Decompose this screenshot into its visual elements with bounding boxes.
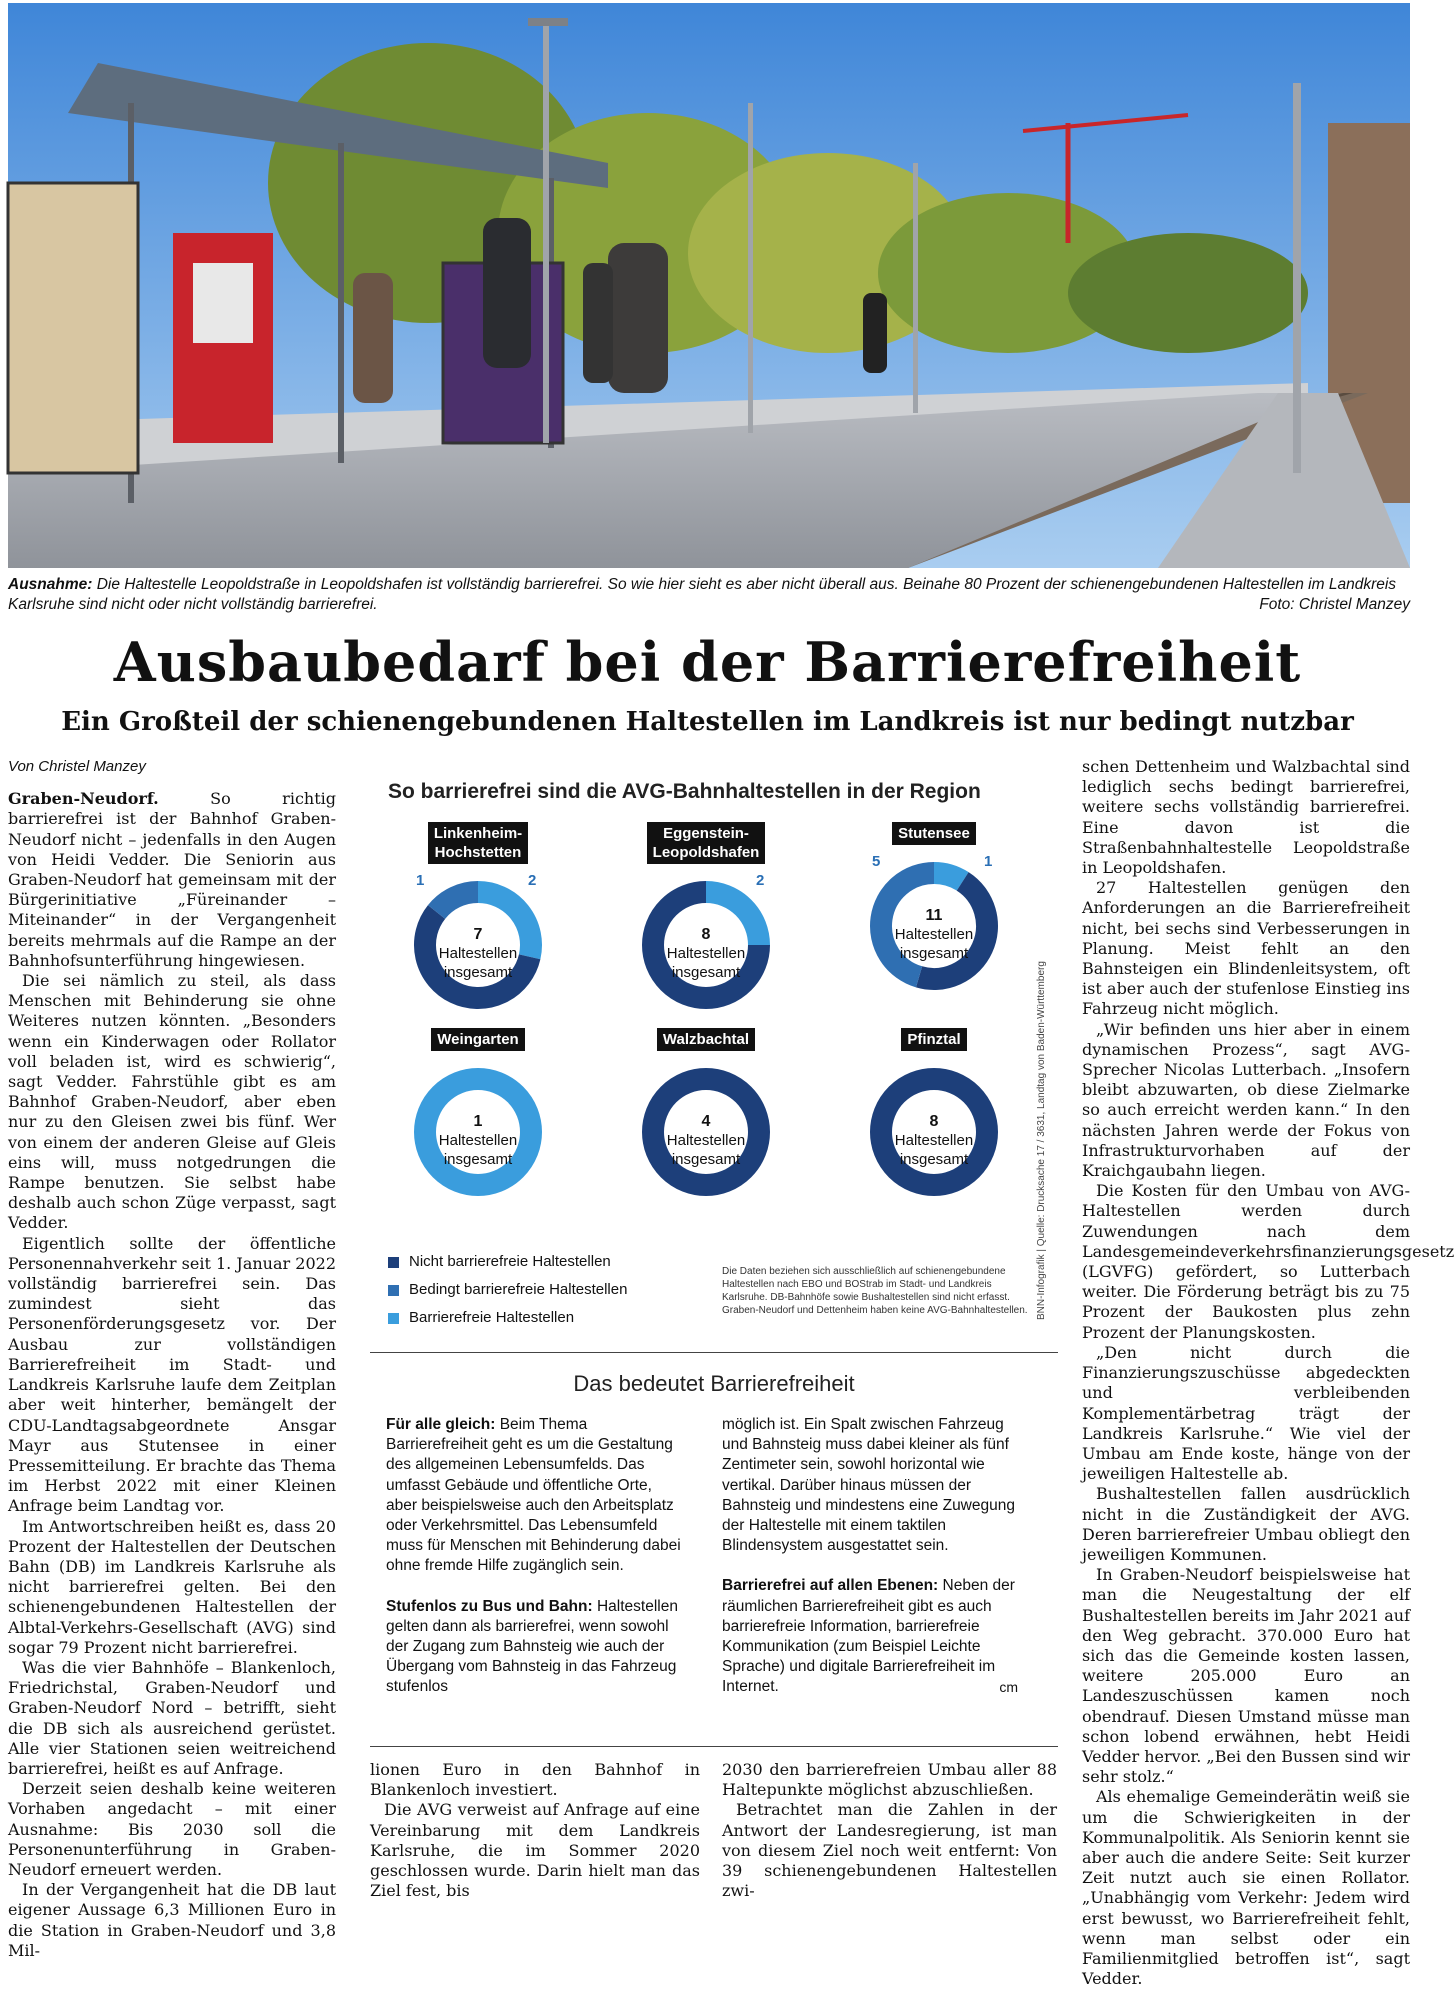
infographic-source bbox=[1036, 960, 1050, 1330]
count-full: 1 bbox=[984, 853, 993, 870]
paragraph: lionen Euro in den Bahnhof in Blankenloch investiert. bbox=[370, 1760, 700, 1800]
paragraph: Im Antwortschreiben heißt es, dass 20 Prozent der Haltestellen der Deutschen Bahn (DB) im Landkreis Karlsruhe als nicht barrierefrei gelten. Bei den schienengebundenen Haltestellen der Albtal-Verkehrs-Gesellschaft (AVG) sind sogar 79 Prozent nicht barrierefrei. bbox=[8, 1516, 336, 1657]
station-donut bbox=[834, 822, 1034, 1013]
legend-label: Bedingt barrierefreie Haltestellen bbox=[409, 1281, 628, 1298]
paragraph: Was die vier Bahnhöfe – Blankenloch, Friedrichstal, Graben-Neudorf und Graben-Neudorf Nord – betrifft, sieht die DB sich als ausreichend gerüstet. Alle vier Stationen seien weitreichend barrierefrei, heißt es auf Anfrage. bbox=[8, 1657, 336, 1778]
unit-label: Haltestellen bbox=[438, 1132, 518, 1149]
donut-chart bbox=[378, 1059, 578, 1219]
donut-chart bbox=[834, 1059, 1034, 1219]
legend-item bbox=[388, 1304, 627, 1332]
donut-center-label bbox=[834, 906, 1034, 963]
paragraph: Derzeit seien deshalb keine weiteren Vorhaben angedacht – mit einer Ausnahme: Bis 2030 soll die Personenunterführung in Graben-Neudorf erneuert werden. bbox=[8, 1779, 336, 1879]
station-donut bbox=[378, 1028, 578, 1219]
left-column bbox=[8, 757, 336, 1961]
unit-label: Haltestellen bbox=[894, 1132, 974, 1149]
unit-label: Haltestellen bbox=[438, 945, 518, 962]
bottom-column bbox=[722, 1760, 1057, 1901]
station-total: 4 bbox=[701, 1113, 711, 1130]
donut-center-label bbox=[378, 925, 578, 982]
paragraph: Die sei nämlich zu steil, als dass Menschen mit Behinderung sie ohne Weiteres nutzen könnten. „Besonders wenn ein Kinderwagen oder Rollator voll beladen ist, wird es schwierig“, sagt Vedder. Fahrstühle gibt es am Bahnhof Graben-Neudorf, aber eben nur zu den Gleisen zwei bis fünf. Wer von einem der anderen Gleise auf Gleis eins will, muss notgedrungen die Rampe benutzen. Sie selbst habe deshalb auch schon Züge verpasst, sagt Vedder. bbox=[8, 971, 336, 1233]
info-box-column bbox=[386, 1415, 686, 1718]
paragraph bbox=[8, 789, 336, 971]
station-platform-photo bbox=[8, 3, 1410, 568]
caption-text: Die Haltestelle Leopoldstraße in Leopoldshafen ist vollständig barrierefrei. So wie hier sieht es aber nicht überall aus. Beinahe 80 Prozent der schienengebundenen Haltestellen im Landkreis Karlsruhe sind nicht oder nicht vollständig barrierefrei. bbox=[8, 576, 1397, 613]
unit-label: Haltestellen bbox=[666, 945, 746, 962]
paragraph: schen Dettenheim und Walzbachtal sind lediglich sechs bedingt barrierefrei, weitere sechs vollständig barrierefrei. Eine davon ist die Straßenbahnhaltestelle Leopoldstraße in Leopoldshafen. bbox=[1082, 757, 1410, 878]
legend-label: Nicht barrierefreie Haltestellen bbox=[409, 1253, 611, 1270]
caption-lead: Ausnahme: bbox=[8, 576, 93, 593]
donut-chart bbox=[606, 872, 806, 1032]
legend-swatch bbox=[388, 1285, 399, 1296]
unit-label: insgesamt bbox=[443, 964, 513, 981]
info-box bbox=[370, 1352, 1058, 1747]
unit-label: insgesamt bbox=[443, 1151, 513, 1168]
paragraph: In Graben-Neudorf beispielsweise hat man die Neugestaltung der elf Bushaltestellen bereits im Jahr 2021 auf den Weg gebracht. 370.000 Euro hat sich das die Gemeinde kosten lassen, weitere 205.000 Euro an Landeszuschüssen kamen noch obendrauf. Diesen Umstand müsse man schon lobend erwähnen, hebt Heidi Vedder hervor. „Bei den Bussen sind wir sehr stolz.“ bbox=[1082, 1565, 1410, 1787]
paragraph: Die Kosten für den Umbau von AVG-Haltestellen werden durch Zuwendungen nach dem Landesgemeindeverkehrsfinanzierungsgesetz (LGVFG) gefördert, so Lutterbach weiter. Die Förderung beträgt bis zu 75 Prozent der Baukosten plus zehn Prozent der Planungskosten. bbox=[1082, 1181, 1454, 1342]
paragraph bbox=[722, 1576, 1018, 1697]
subheadline: Ein Großteil der schienengebundenen Haltestellen im Landkreis ist nur bedingt nutzbar bbox=[61, 707, 1354, 737]
paragraph: 27 Haltestellen genügen den Anforderungen an die Barrierefreiheit nicht, bei sechs sind Verbesserungen in Planung. Meist fehlt an den Bahnsteigen ein Blindenleitsystem, oft ist aber auch der stufenlose Einstieg ins Fahrzeug nicht möglich. bbox=[1082, 878, 1410, 1019]
legend-item bbox=[388, 1248, 627, 1276]
donut-chart bbox=[378, 872, 578, 1032]
bottom-column bbox=[370, 1760, 700, 1901]
subhead-lead: Barrierefrei auf allen Ebenen: bbox=[722, 1577, 939, 1595]
paragraph: 2030 den barrierefreien Umbau aller 88 Haltepunkte möglichst abzuschließen. bbox=[722, 1760, 1057, 1800]
photo-credit: Foto: Christel Manzey bbox=[1259, 596, 1410, 613]
dateline: Graben-Neudorf. bbox=[8, 789, 159, 809]
paragraph: In der Vergangenheit hat die DB laut eigener Aussage 6,3 Millionen Euro in die Station in Graben-Neudorf und 3,8 Mil- bbox=[8, 1880, 336, 1960]
paragraph: „Wir befinden uns hier aber in einem dynamischen Prozess“, sagt AVG-Sprecher Nicolas Lutterbach. „Insofern bleibt abzuwarten, ob diese Zielmarke so auch erreicht werden kann.“ In den nächsten Jahren werde der Fokus von Infrastrukturvorhaben auf der Kraichgaubahn liegen. bbox=[1082, 1019, 1410, 1181]
info-box-title: Das bedeutet Barrierefreiheit bbox=[573, 1371, 855, 1396]
paragraph: möglich ist. Ein Spalt zwischen Fahrzeug und Bahnsteig muss dabei kleiner als fünf Zentimeter sein, sowohl horizontal wie vertikal. Darüber hinaus müssen der Bahnsteig und mindestens eine Zuwegung der Haltestelle mit einem taktilen Blindensystem ausgestattet sein. bbox=[722, 1416, 1015, 1555]
headline: Ausbaubedarf bei der Barrierefreiheit bbox=[113, 630, 1302, 694]
station-name: Eggenstein- Leopoldshafen bbox=[647, 822, 766, 864]
donut-center-label bbox=[834, 1112, 1034, 1169]
count-full: 2 bbox=[528, 872, 537, 889]
paragraph-text: Beim Thema Barrierefreiheit geht es um die Gestaltung des allgemeinen Lebensumfelds. Das umfasst Gebäude und öffentliche Orte, aber beispielsweise auch den Arbeitsplatz oder Verkehrsmittel. Das Lebensumfeld muss für Menschen mit Behinderung dabei ohne fremde Hilfe zugänglich sein. bbox=[386, 1416, 681, 1575]
paragraph-text: Haltestellen gelten dann als barrierefrei, wenn sowohl der Zugang zum Bahnsteig wie auch der Übergang vom Bahnsteig in das Fahrzeug stufenlos bbox=[386, 1597, 678, 1696]
right-column bbox=[1082, 757, 1454, 1989]
segment-partial bbox=[437, 892, 478, 912]
infographic bbox=[370, 770, 1058, 1335]
station-name: Walzbachtal bbox=[657, 1028, 755, 1051]
subhead-lead: Für alle gleich: bbox=[386, 1416, 496, 1433]
donut-chart bbox=[834, 853, 1034, 1013]
station-name: Linkenheim- Hochstetten bbox=[428, 822, 528, 864]
station-total: 8 bbox=[701, 926, 711, 943]
paragraph bbox=[386, 1415, 686, 1577]
station-total: 1 bbox=[473, 1113, 483, 1130]
legend-swatch bbox=[388, 1313, 399, 1324]
paragraph: Betrachtet man die Zahlen in der Antwort der Landesregierung, ist man von diesem Ziel noch weit entfernt: Von 39 schienengebundenen Haltestellen zwi- bbox=[722, 1800, 1057, 1901]
station-total: 11 bbox=[925, 907, 943, 924]
station-donut bbox=[378, 822, 578, 1032]
paragraph: „Den nicht durch die Finanzierungszuschüsse abgedeckten und verbleibenden Komplementärbetrag trägt der Landkreis Karlsruhe.“ Wie viel der Umbau am Ende koste, hänge von der jeweiligen Haltestelle ab. bbox=[1082, 1342, 1410, 1484]
count-partial: 1 bbox=[416, 872, 425, 889]
legend-label: Barrierefreie Haltestellen bbox=[409, 1309, 575, 1326]
station-donut bbox=[834, 1028, 1034, 1219]
unit-label: insgesamt bbox=[899, 1151, 969, 1168]
legend-item bbox=[388, 1276, 627, 1304]
paragraph: Eigentlich sollte der öffentliche Personennahverkehr seit 1. Januar 2022 vollständig barrierefrei sein. Das zumindest sieht das Personenförderungsgesetz vor. Der Ausbau zur vollständigen Barrierefreiheit im Stadt- und Landkreis Karlsruhe laufe dem Zeitplan aber weit hinterher, bemängelt der CDU-Landtagsabgeordnete Ansgar Mayr aus Stutensee in einer Pressemitteilung. Er brachte das Thema im Herbst 2022 mit einer Kleinen Anfrage beim Landtag vor. bbox=[8, 1233, 336, 1516]
photo-caption bbox=[8, 575, 1410, 615]
segment-full bbox=[934, 873, 963, 881]
infographic-title: So barrierefrei sind die AVG-Bahnhaltestellen in der Region bbox=[388, 780, 981, 803]
station-name: Pfinztal bbox=[901, 1028, 966, 1051]
paragraph: Als ehemalige Gemeinderätin weiß sie um die Schwierigkeiten in der Kommunalpolitik. Als Seniorin kennt sie aber auch die andere Seite: Seit kurzer Zeit nutzt auch sie einen Rollator. „Unabhängig vom Verkehr: Jedem wird erst bewusst, wo Barrierefreiheit fehlt, wenn man selbst oder ein Familienmitglied betroffen ist“, sagt Vedder. bbox=[1082, 1787, 1410, 1989]
infographic-note: Die Daten beziehen sich ausschließlich auf schienengebundene Haltestellen nach EBO und BOStrab im Stadt- und Landkreis Karlsruhe. DB-Bahnhöfe sowie Bushaltestellen sind nicht erfasst. Graben-Neudorf und Dettenheim haben keine AVG-Bahnhaltestellen. bbox=[722, 1266, 1028, 1316]
author-sign: cm bbox=[999, 1679, 1018, 1696]
donut-center-label bbox=[606, 1112, 806, 1169]
paragraph bbox=[386, 1597, 686, 1698]
legend-swatch bbox=[388, 1257, 399, 1268]
station-name: Stutensee bbox=[892, 822, 976, 845]
unit-label: insgesamt bbox=[671, 964, 741, 981]
unit-label: insgesamt bbox=[671, 1151, 741, 1168]
paragraph-text: Neben der räumlichen Barrierefreiheit gibt es auch barrierefreie Information, barrierefreie Kommunikation (zum Beispiel Leichte Sprache) und digitale Barrierefreiheit im Internet. bbox=[722, 1577, 1015, 1696]
count-partial: 5 bbox=[872, 853, 881, 870]
station-total: 7 bbox=[473, 926, 483, 943]
station-donut bbox=[606, 1028, 806, 1219]
donut-center-label bbox=[378, 1112, 578, 1169]
info-box-column bbox=[722, 1415, 1018, 1718]
unit-label: Haltestellen bbox=[666, 1132, 746, 1149]
byline: Von Christel Manzey bbox=[8, 758, 146, 775]
unit-label: Haltestellen bbox=[894, 926, 974, 943]
station-total: 8 bbox=[929, 1113, 939, 1130]
unit-label: insgesamt bbox=[899, 945, 969, 962]
count-full: 2 bbox=[756, 872, 765, 889]
donut-center-label bbox=[606, 925, 806, 982]
subhead-lead: Stufenlos zu Bus und Bahn: bbox=[386, 1597, 593, 1615]
paragraph: Die AVG verweist auf Anfrage auf eine Vereinbarung mit dem Landkreis Karlsruhe, die im Sommer 2020 geschlossen wurde. Darin hielt man das Ziel fest, bis bbox=[370, 1800, 700, 1901]
station-donut bbox=[606, 822, 806, 1032]
donut-chart bbox=[606, 1059, 806, 1219]
station-name: Weingarten bbox=[431, 1028, 524, 1051]
paragraph: Bushaltestellen fallen ausdrücklich nicht in die Zuständigkeit der AVG. Deren barrierefreier Umbau obliegt den jeweiligen Kommunen. bbox=[1082, 1484, 1410, 1564]
legend bbox=[388, 1248, 627, 1332]
paragraph-text: So richtig barrierefrei ist der Bahnhof Graben-Neudorf nicht – jedenfalls in den Augen von Heidi Vedder. Die Seniorin aus Graben-Neudorf hat gemeinsam mit der Bürgerinitiative „Füreinander – Miteinander“ in der Vergangenheit bereits mehrmals auf die Rampe an der Bahnhofsunterführung hingewiesen. bbox=[8, 789, 336, 970]
source-text: BNN-Infografik | Quelle: Drucksache 17 / 3631, Landtag von Baden-Württemberg bbox=[1036, 961, 1047, 1320]
